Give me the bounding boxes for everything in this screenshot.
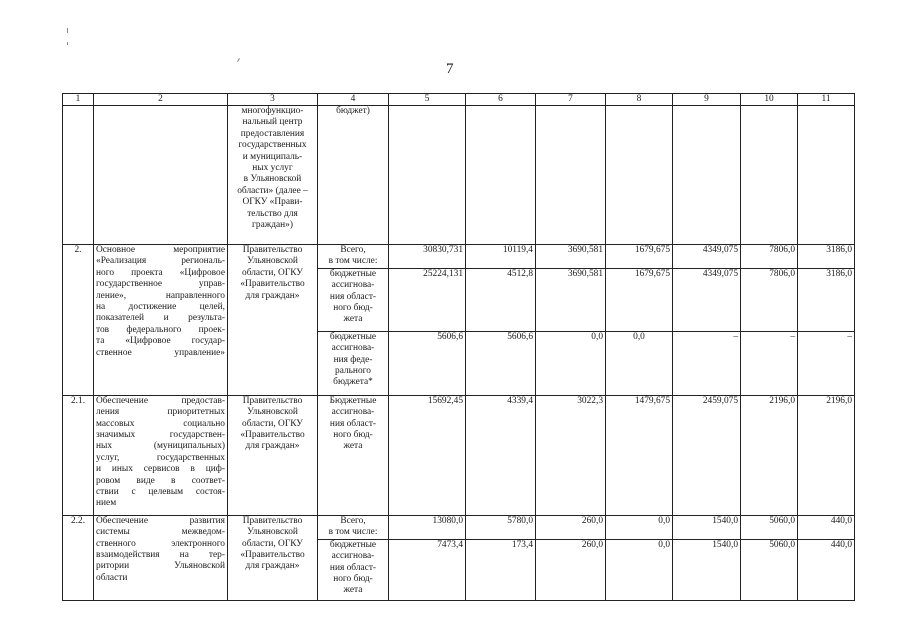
source-cell: бюджетные ассигнова- ния област- ного бюд- жета [318,539,389,600]
value-cell: 2196,0 [741,395,798,515]
value-cell: – [741,331,798,395]
source-cell: бюджетные ассигнова- ния феде- рального бюджета* [318,331,389,395]
value-cell: 7473,4 [389,539,466,600]
source-cell: бюджетные ассигнова- ния област- ного бюд- жета [318,268,389,331]
value-cell: 260,0 [536,515,606,539]
value-cell: 4349,075 [673,245,741,269]
source-cell: бюджет) [318,106,389,245]
value-cell: 3186,0 [798,245,855,269]
responsible-cell: Правительство Ульяновской области, ОГКУ «Правительство для граждан» [228,515,318,600]
value-cell: 3022,3 [536,395,606,515]
value-cell: 1679,675 [606,245,673,269]
header-cell: 6 [466,94,536,106]
table-row [63,515,855,539]
header-cell: 4 [318,94,389,106]
page-number: 7 [446,61,454,77]
header-cell: 1 [63,94,94,106]
value-cell: 30830,731 [389,245,466,269]
responsible-cell: Правительство Ульяновской области, ОГКУ «Правительство для граждан» [228,395,318,515]
value-cell: 4512,8 [466,268,536,331]
header-cell: 2 [94,94,228,106]
value-cell: 4339,4 [466,395,536,515]
value-cell: 1679,675 [606,268,673,331]
value-cell: 0,0 [606,539,673,600]
value-cell: – [673,331,741,395]
value-cell: 5780,0 [466,515,536,539]
value-cell: 1540,0 [673,515,741,539]
header-cell: 8 [606,94,673,106]
row-number: 2.2. [63,515,94,600]
value-cell: 0,0 [536,331,606,395]
header-cell: 11 [798,94,855,106]
value-cell: 3690,581 [536,268,606,331]
measure-name: Обеспечение развития системы межведом- ственного электронного взаимодействия на тер- ритории Ульяновской области [94,515,228,600]
value-cell: 260,0 [536,539,606,600]
value-cell: 0,0 [606,515,673,539]
value-cell: 25224,131 [389,268,466,331]
value-cell: 5606,6 [466,331,536,395]
measure-name: Основное мероприятие «Реализация региональ- ного проекта «Цифровое государственное управ- ление», направленного на достижение целей, показателей и результа- тов федерального проек- та «Цифровое государ- ственное управление» [94,245,228,396]
scan-speck [67,28,68,33]
value-cell: 13080,0 [389,515,466,539]
table-row [63,395,855,515]
header-cell: 10 [741,94,798,106]
value-cell: 0,0 [606,331,673,395]
continuation-row [63,106,855,245]
value-cell: 5060,0 [741,539,798,600]
row-number: 2. [63,245,94,396]
value-cell: 2196,0 [798,395,855,515]
value-cell: 3690,581 [536,245,606,269]
value-cell: 2459,075 [673,395,741,515]
value-cell: 440,0 [798,515,855,539]
scan-speck [237,58,240,62]
measure-name: Обеспечение предостав- ления приоритетных массовых социально значимых государствен- ных (муниципальных) услуг, государственных и иных сервисов в циф- ровом виде в соответ- ствии с целевым состоя- нием [94,395,228,515]
header-cell: 7 [536,94,606,106]
source-cell: Всего, в том числе: [318,515,389,539]
value-cell: 440,0 [798,539,855,600]
source-cell: Всего, в том числе: [318,245,389,269]
value-cell: 1479,675 [606,395,673,515]
value-cell: 4349,075 [673,268,741,331]
value-cell: 5060,0 [741,515,798,539]
source-cell: Бюджетные ассигнова- ния област- ного бюд- жета [318,395,389,515]
value-cell: 7806,0 [741,245,798,269]
value-cell: 15692,45 [389,395,466,515]
table-row [63,245,855,269]
value-cell: 10119,4 [466,245,536,269]
value-cell: 7806,0 [741,268,798,331]
value-cell: 173,4 [466,539,536,600]
header-cell: 9 [673,94,741,106]
row-number: 2.1. [63,395,94,515]
value-cell: 5606,6 [389,331,466,395]
header-cell: 5 [389,94,466,106]
header-row [63,94,855,106]
responsible-cell: Правительство Ульяновской области, ОГКУ «Правительство для граждан» [228,245,318,396]
scan-speck [67,42,68,45]
program-table [62,93,855,601]
value-cell: – [798,331,855,395]
header-cell: 3 [228,94,318,106]
value-cell: 3186,0 [798,268,855,331]
value-cell: 1540,0 [673,539,741,600]
responsible-cell: многофункцио- нальный центр предоставления государственных и муниципаль- ных услуг в Ульяновской области» (далее – ОГКУ «Прави- тельство для граждан») [228,106,318,245]
